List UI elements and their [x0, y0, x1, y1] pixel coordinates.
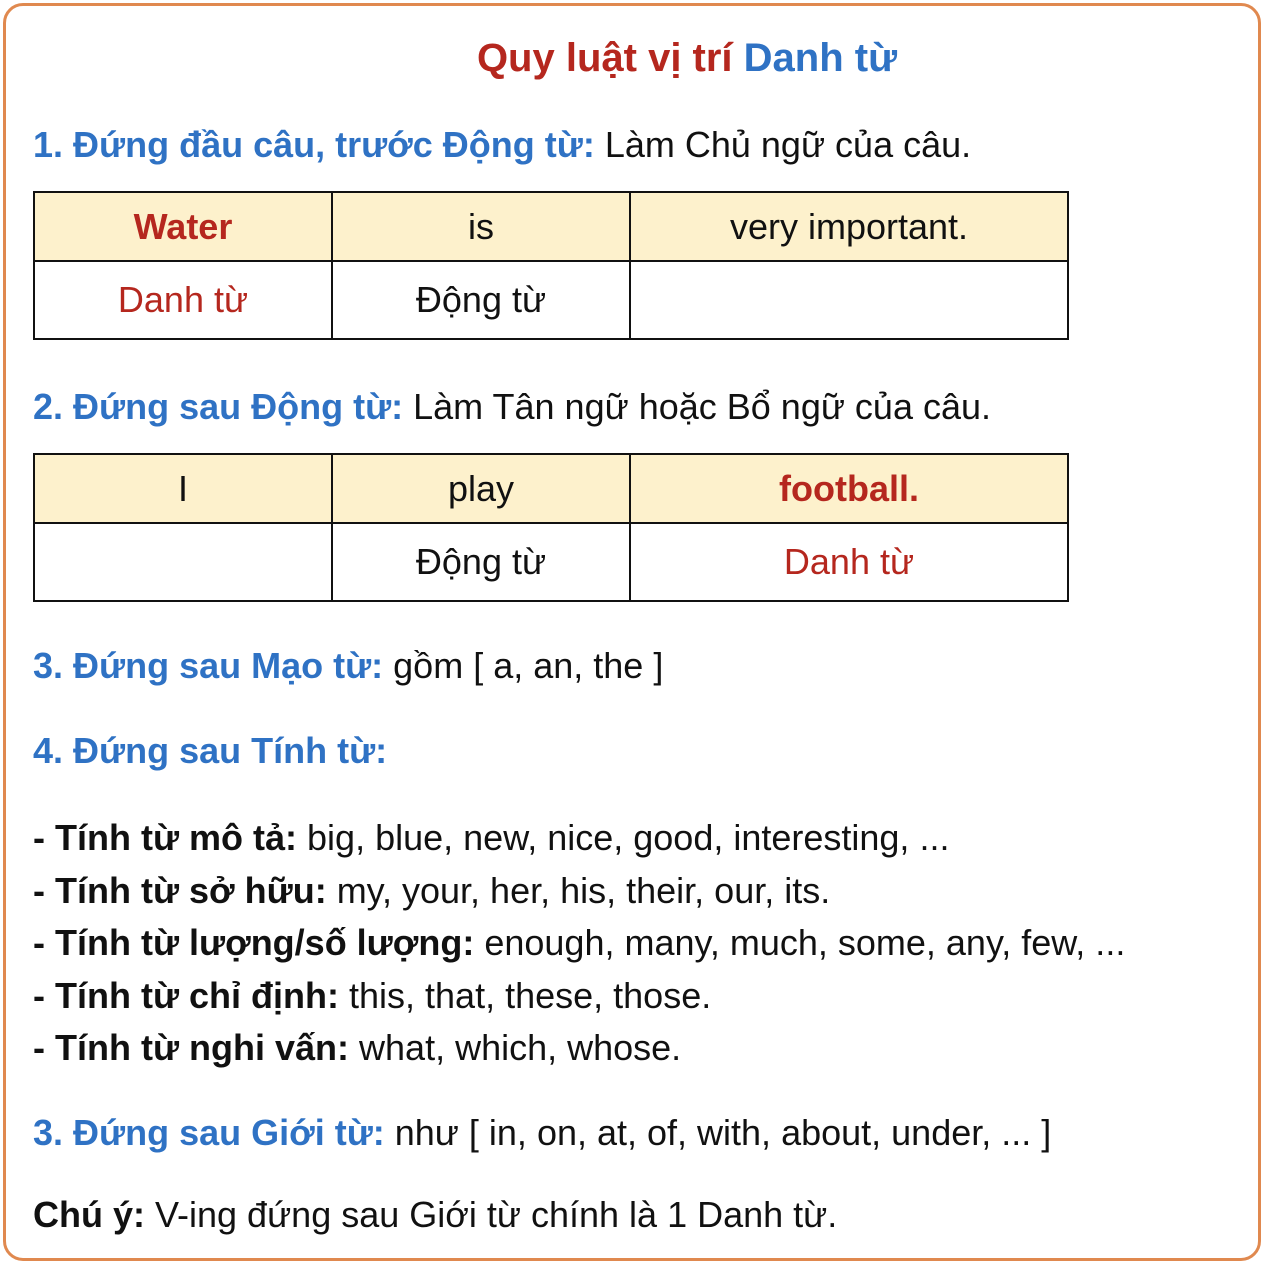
section-5-title: 3. Đứng sau Giới từ: — [33, 1112, 385, 1153]
section-5-text: như [ in, on, at, of, with, about, under, ... ] — [384, 1112, 1052, 1153]
list-item-text: enough, many, much, some, any, few, ... — [474, 922, 1126, 963]
section-1-heading — [33, 124, 971, 166]
list-item — [33, 812, 1125, 865]
list-item-text: this, that, these, those. — [339, 974, 712, 1016]
section-4-heading — [33, 730, 387, 772]
section-4-title: 4. Đứng sau Tính từ: — [33, 730, 388, 771]
list-item-label: - Tính từ mô tả: — [33, 817, 298, 858]
section-1-text: Làm Chủ ngữ của câu. — [594, 124, 972, 165]
title-part-1: Quy luật vị trí — [476, 36, 744, 80]
table-cell: Động từ — [332, 523, 630, 601]
section-1-title: 1. Đứng đầu câu, trước Động từ: — [33, 124, 595, 165]
section-2-heading — [33, 386, 991, 428]
table-cell: Water — [34, 192, 332, 261]
list-item — [33, 917, 1125, 970]
note-label: Chú ý: — [33, 1194, 145, 1235]
list-item — [33, 1022, 1125, 1075]
title-part-2: Danh từ — [743, 36, 898, 80]
list-item — [33, 970, 1125, 1023]
list-item-label: - Tính từ chỉ định: — [33, 974, 339, 1016]
table-cell: Danh từ — [34, 261, 332, 339]
table-cell — [630, 261, 1068, 339]
list-item-text: big, blue, new, nice, good, interesting, ... — [297, 817, 950, 858]
table-cell: Danh từ — [630, 523, 1068, 601]
page-title — [6, 36, 1258, 81]
table-cell: football. — [630, 454, 1068, 523]
section-5-heading — [33, 1112, 1051, 1154]
table-cell: play — [332, 454, 630, 523]
example-table-1 — [33, 191, 1069, 340]
example-table-2 — [33, 453, 1069, 602]
list-item-text: my, your, her, his, their, our, its. — [326, 869, 831, 911]
section-3-text: gồm [ a, an, the ] — [383, 645, 664, 686]
list-item — [33, 865, 1125, 918]
table-row — [34, 523, 1068, 601]
list-item-label: - Tính từ sở hữu: — [33, 869, 327, 911]
list-item-text: what, which, whose. — [349, 1027, 682, 1068]
note — [33, 1194, 837, 1236]
table-row — [34, 192, 1068, 261]
table-row — [34, 261, 1068, 339]
section-2-text: Làm Tân ngữ hoặc Bổ ngữ của câu. — [403, 386, 992, 427]
note-text: V-ing đứng sau Giới từ chính là 1 Danh từ. — [145, 1194, 838, 1235]
table-cell: Động từ — [332, 261, 630, 339]
table-cell — [34, 523, 332, 601]
list-item-label: - Tính từ lượng/số lượng: — [33, 922, 475, 963]
section-2-title: 2. Đứng sau Động từ: — [33, 386, 404, 427]
table-row — [34, 454, 1068, 523]
table-cell: I — [34, 454, 332, 523]
section-3-heading — [33, 645, 663, 687]
table-cell: very important. — [630, 192, 1068, 261]
section-3-title: 3. Đứng sau Mạo từ: — [33, 645, 384, 686]
table-cell: is — [332, 192, 630, 261]
list-item-label: - Tính từ nghi vấn: — [33, 1027, 350, 1068]
adjective-list — [33, 812, 1125, 1075]
